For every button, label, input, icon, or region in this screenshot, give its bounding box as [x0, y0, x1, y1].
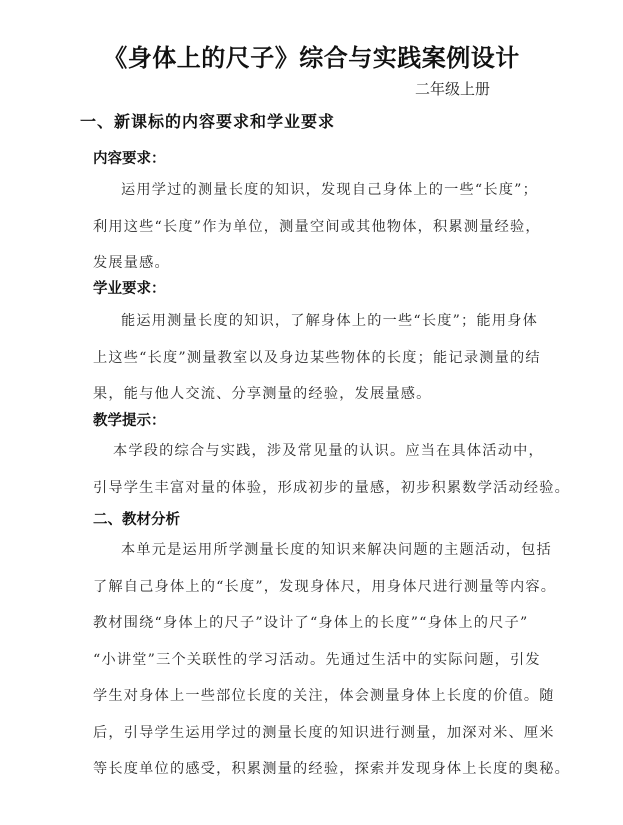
academic-requirements-label: 学业要求：	[93, 280, 166, 297]
grade-label: 二年级上册	[415, 80, 491, 98]
teaching-tips-text	[93, 433, 571, 506]
text-line: 后，引导学生运用学过的测量长度的知识进行测量，加深对米、厘米	[93, 724, 555, 741]
text-line: 发展量感。	[93, 255, 170, 271]
text-line: 了解自己身体上的“长度”，发现身体尺，用身体尺进行测量等内容。	[93, 578, 557, 595]
text-line: 本学段的综合与实践，涉及常见量的认识。应当在具体活动中，	[113, 443, 544, 459]
text-line: 上这些“长度”测量教室以及身边某些物体的长度；能记录测量的结	[93, 349, 541, 366]
text-line: 学生对身体上一些部位长度的关注，体会测量身体上长度的价值。随	[93, 688, 555, 704]
section-1-heading: 一、新课标的内容要求和学业要求	[80, 112, 336, 131]
text-line: 果，能与他人交流、分享测量的经验，发展量感。	[93, 386, 432, 402]
text-line: 利用这些“长度”作为单位，测量空间或其他物体，积累测量经验，	[93, 218, 541, 235]
text-line: 能运用测量长度的知识，了解身体上的一些“长度”；能用身体	[121, 313, 538, 329]
text-line: 引导学生丰富对量的体验，形成初步的量感，初步积累数学活动经验。	[93, 479, 571, 496]
section-2-heading: 二、教材分析	[93, 511, 180, 528]
content-requirements-label: 内容要求：	[93, 150, 166, 167]
academic-requirements-text	[93, 303, 541, 413]
textbook-analysis-text	[93, 532, 571, 788]
content-requirements-text	[93, 172, 541, 282]
text-line: 本单元是运用所学测量长度的知识来解决问题的主题活动，包括	[121, 542, 552, 558]
teaching-tips-label: 教学提示：	[93, 412, 166, 429]
text-line: 等长度单位的感受，积累测量的经验，探索并发现身体上长度的奥秘。	[93, 761, 571, 777]
text-line: 教材围绕“身体上的尺子”设计了“身体上的长度”“身体上的尺子”	[93, 615, 529, 631]
text-line: “小讲堂”三个关联性的学习活动。先通过生活中的实际问题，引发	[93, 651, 541, 668]
text-line: 运用学过的测量长度的知识，发现自己身体上的一些“长度”；	[121, 182, 538, 198]
document-title: 《身体上的尺子》综合与实践案例设计	[103, 43, 520, 72]
